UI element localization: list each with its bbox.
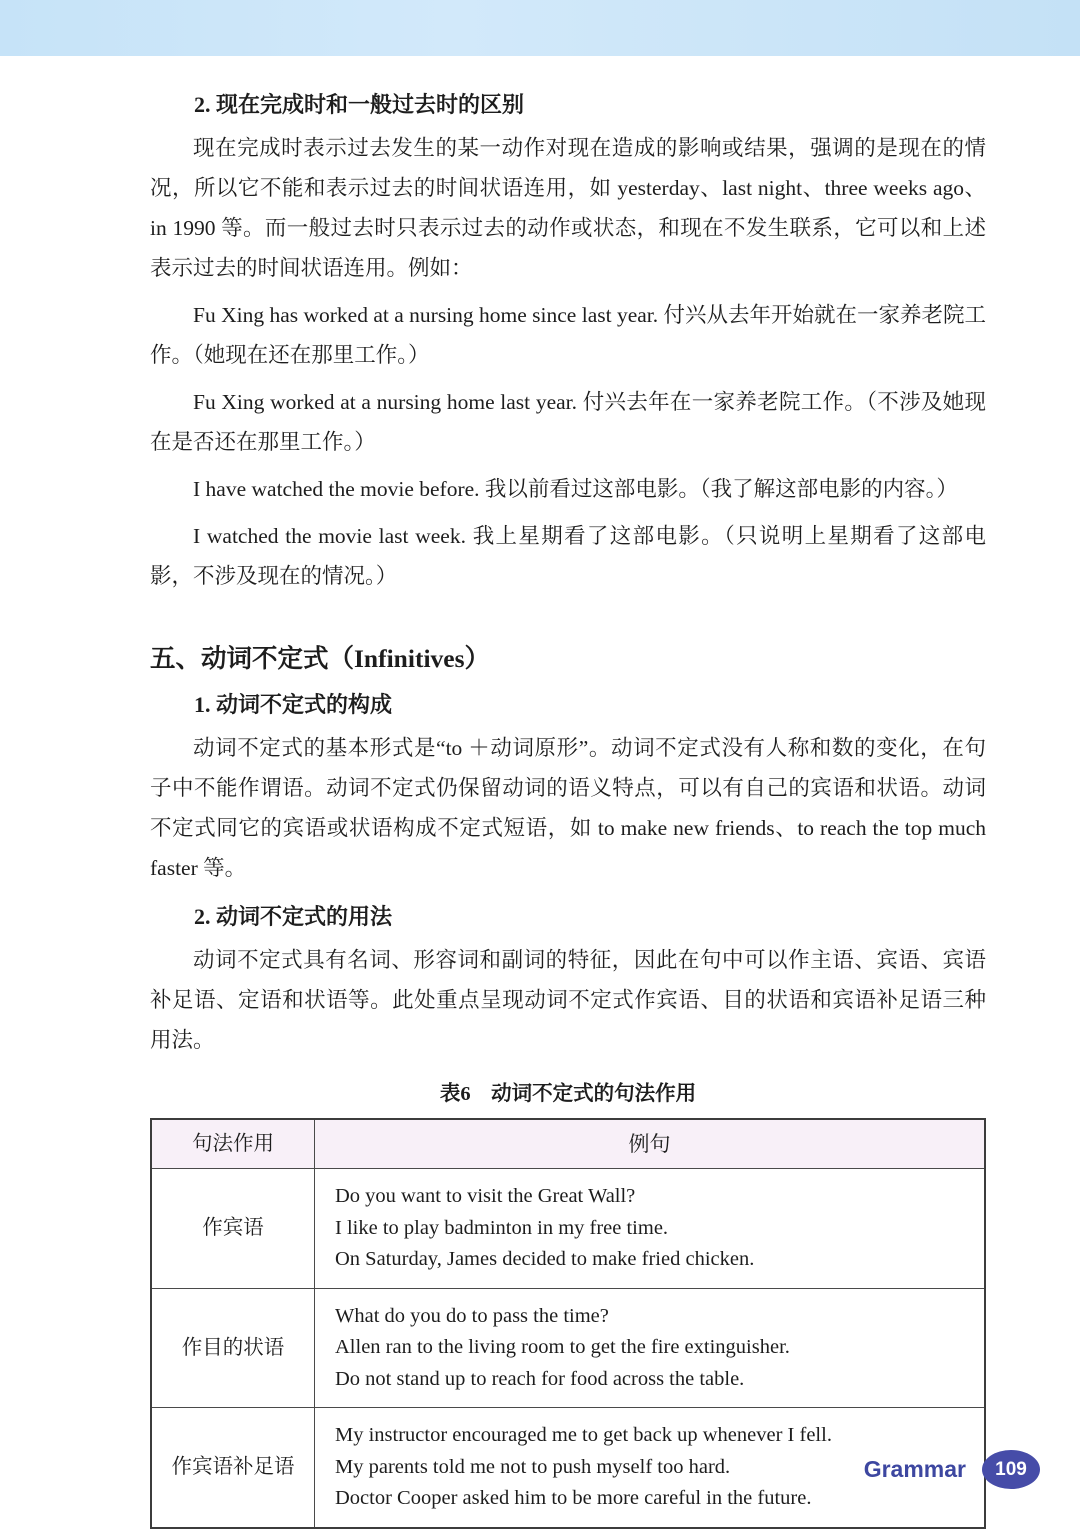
infinitives-section-heading: 五、动词不定式（Infinitives） xyxy=(150,644,491,673)
table-example-line: Doctor Cooper asked him to be more careful in the future. xyxy=(335,1487,812,1509)
footer-section-label: Grammar xyxy=(863,1456,966,1482)
infinitive-usage-table xyxy=(150,1118,986,1529)
infinitives-sub1-heading: 1. 动词不定式的构成 xyxy=(194,692,393,717)
table-row xyxy=(151,1288,985,1408)
table-row xyxy=(151,1408,985,1528)
page-top-band xyxy=(0,0,1080,56)
example-sentence: Fu Xing has worked at a nursing home since last year. 付兴从去年开始就在一家养老院工作。（她现在还在那里工作。） xyxy=(150,303,987,367)
table-example-line: My instructor encouraged me to get back up whenever I fell. xyxy=(335,1424,832,1446)
example-sentence: Fu Xing worked at a nursing home last year. 付兴去年在一家养老院工作。（不涉及她现在是否还在那里工作。） xyxy=(150,390,986,454)
table-row-examples xyxy=(315,1288,986,1408)
table-header-row xyxy=(151,1119,985,1169)
example-sentence: I have watched the movie before. 我以前看过这部电影。（我了解这部电影的内容。） xyxy=(193,477,958,501)
table-example-line: Do you want to visit the Great Wall? xyxy=(335,1185,636,1207)
page-number-badge: 109 xyxy=(982,1450,1040,1489)
present-perfect-paragraph: 现在完成时表示过去发生的某一动作对现在造成的影响或结果，强调的是现在的情况，所以它不能和表示过去的时间状语连用，如 yesterday、last night、three weeks ago、in 1990 等。而一般过去时只表示过去的动作或状态，和现在不发生联系，它可以和上述表示过去的时间状语连用。例如： xyxy=(150,136,986,280)
table-example-line: Do not stand up to reach for food across the table. xyxy=(335,1367,745,1390)
table-row xyxy=(151,1169,985,1289)
table-example-line: I like to play badminton in my free time. xyxy=(335,1216,669,1239)
table-example-line: On Saturday, James decided to make fried chicken. xyxy=(335,1248,755,1270)
table-example-line: My parents told me not to push myself too hard. xyxy=(335,1455,731,1478)
page-content xyxy=(150,88,986,1529)
page-footer xyxy=(864,1450,1040,1489)
example-sentence: I watched the movie last week. 我上星期看了这部电影。（只说明上星期看了这部电影，不涉及现在的情况。） xyxy=(150,524,986,588)
table-row-role: 作宾语补足语 xyxy=(151,1408,315,1528)
table-example-line: Allen ran to the living room to get the fire extinguisher. xyxy=(335,1336,790,1358)
infinitives-sub2-heading: 2. 动词不定式的用法 xyxy=(194,904,393,929)
table-header-role: 句法作用 xyxy=(151,1119,315,1169)
infinitives-sub2-paragraph: 动词不定式具有名词、形容词和副词的特征，因此在句中可以作主语、宾语、宾语补足语、定语和状语等。此处重点呈现动词不定式作宾语、目的状语和宾语补足语三种用法。 xyxy=(150,948,986,1052)
table-row-role: 作宾语 xyxy=(151,1169,315,1289)
table-example-line: What do you do to pass the time? xyxy=(335,1304,609,1327)
table-header-examples: 例句 xyxy=(315,1119,986,1169)
table-caption: 表6 动词不定式的句法作用 xyxy=(439,1083,697,1105)
table-row-role: 作目的状语 xyxy=(151,1288,315,1408)
table-row-examples xyxy=(315,1169,986,1289)
present-perfect-heading: 2. 现在完成时和一般过去时的区别 xyxy=(194,92,525,117)
infinitives-sub1-paragraph: 动词不定式的基本形式是“to ＋动词原形”。动词不定式没有人称和数的变化，在句子中不能作谓语。动词不定式仍保留动词的语义特点，可以有自己的宾语和状语。动词不定式同它的宾语或状语构成不定式短语，如 to make new friends、to reach the top much faster 等。 xyxy=(150,736,986,880)
